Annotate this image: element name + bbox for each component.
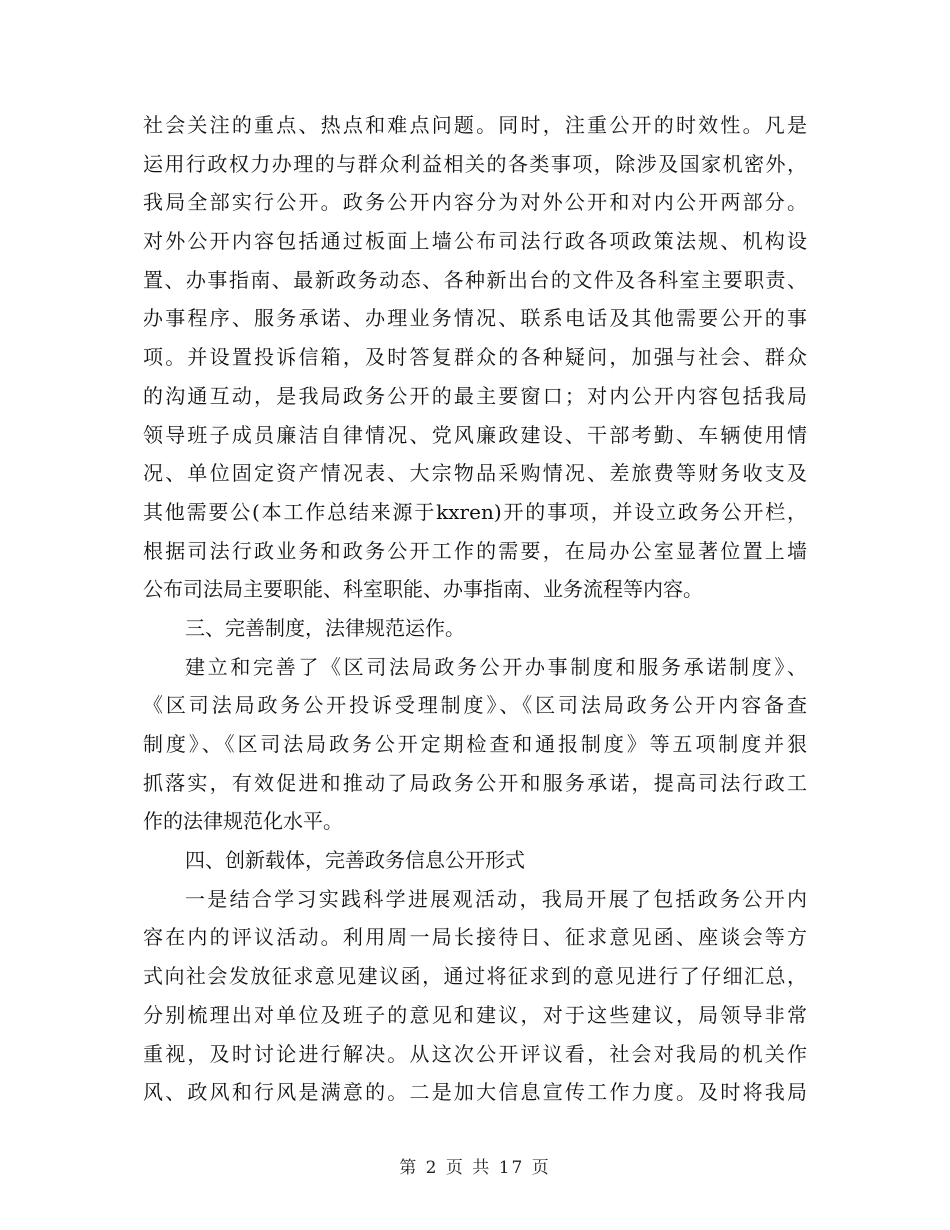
text-line: 作的法律规范化水平。: [143, 809, 343, 834]
text-line: 风、政风和行风是满意的。二是加大信息宣传工作力度。及时将我局: [143, 1080, 807, 1105]
text-line: 抓落实，有效促进和推动了局政务公开和服务承诺，提高司法行政工: [143, 770, 807, 795]
text-line: 运用行政权力办理的与群众利益相关的各类事项，除涉及国家机密外，: [143, 151, 807, 176]
text-line: 根据司法行政业务和政务公开工作的需要，在局办公室显著位置上墙: [143, 538, 807, 563]
text-line: 办事程序、服务承诺、办理业务情况、联系电话及其他需要公开的事: [143, 306, 807, 331]
text-line: 况、单位固定资产情况表、大宗物品采购情况、差旅费等财务收支及: [143, 461, 807, 486]
document-body: [143, 106, 807, 1112]
section-heading: 三、完善制度，法律规范运作。: [185, 615, 465, 640]
text-line: 的沟通互动，是我局政务公开的最主要窗口；对内公开内容包括我局: [143, 383, 807, 408]
text-line: 领导班子成员廉洁自律情况、党风廉政建设、干部考勤、车辆使用情: [143, 422, 807, 447]
section-heading: 四、创新载体，完善政务信息公开形式: [185, 848, 525, 873]
text-line: 容在内的评议活动。利用周一局长接待日、征求意见函、座谈会等方: [143, 925, 807, 950]
text-line: 式向社会发放征求意见建议函，通过将征求到的意见进行了仔细汇总，: [143, 964, 807, 989]
page-number-footer: 第 2 页 共 17 页: [399, 1158, 551, 1178]
text-line: 《区司法局政务公开投诉受理制度》、《区司法局政务公开内容备查: [143, 693, 807, 718]
text-line: 一是结合学习实践科学进展观活动，我局开展了包括政务公开内: [185, 886, 807, 911]
text-line: 置、办事指南、最新政务动态、各种新出台的文件及各科室主要职责、: [143, 267, 807, 292]
text-line: 我局全部实行公开。政务公开内容分为对外公开和对内公开两部分。: [143, 190, 807, 215]
text-line: 项。并设置投诉信箱，及时答复群众的各种疑问，加强与社会、群众: [143, 345, 807, 370]
text-line: 社会关注的重点、热点和难点问题。同时，注重公开的时效性。凡是: [143, 113, 807, 137]
text-line: 建立和完善了《区司法局政务公开办事制度和服务承诺制度》、: [185, 654, 807, 679]
text-line: 对外公开内容包括通过板面上墙公布司法行政各项政策法规、机构设: [143, 229, 807, 254]
text-line: 分别梳理出对单位及班子的意见和建议，对于这些建议，局领导非常: [143, 1002, 807, 1027]
text-line: 公布司法局主要职能、科室职能、办事指南、业务流程等内容。: [143, 577, 703, 602]
text-line: 制度》、《区司法局政务公开定期检查和通报制度》等五项制度并狠: [143, 732, 807, 756]
text-line: 其他需要公(本工作总结来源于kxren)开的事项，并设立政务公开栏，: [143, 499, 807, 524]
text-line: 重视，及时讨论进行解决。从这次公开评议看，社会对我局的机关作: [143, 1041, 807, 1066]
